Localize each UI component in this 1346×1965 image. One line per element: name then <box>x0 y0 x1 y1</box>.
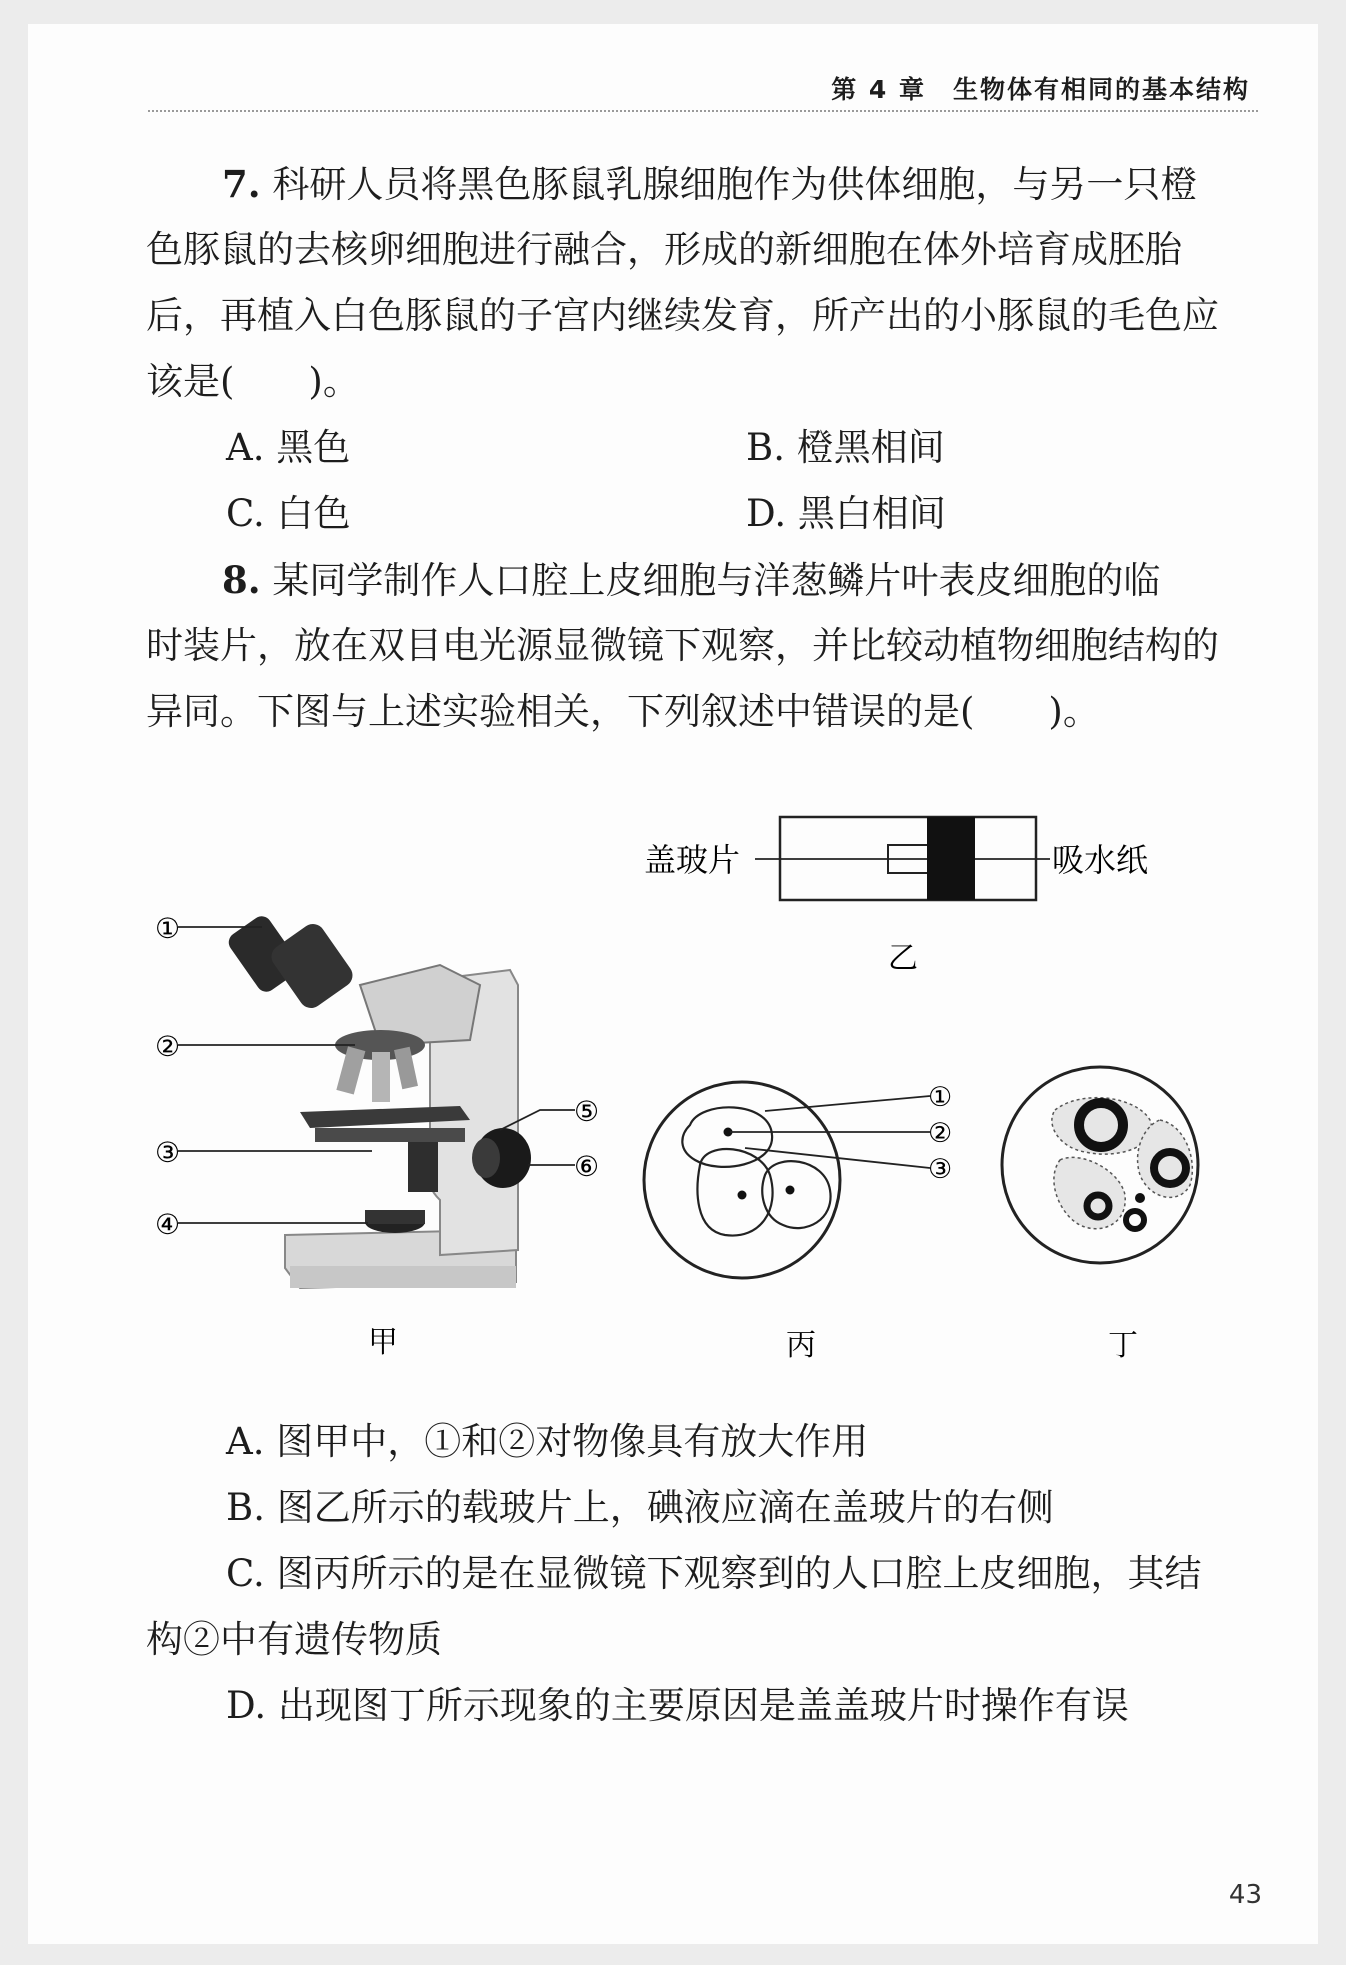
q7-line-1 <box>222 160 1197 209</box>
q7-number: 7. <box>222 162 261 206</box>
jia-label-1: ① <box>155 912 181 945</box>
jia-label-2: ② <box>155 1030 181 1063</box>
bing-nucleus-2 <box>738 1191 747 1200</box>
figure-ding <box>1002 1067 1198 1363</box>
q8-line-1 <box>222 556 1160 605</box>
coverslip-label: 盖玻片 <box>644 841 741 879</box>
figure-yi <box>644 817 1148 976</box>
running-header <box>148 64 1258 112</box>
bing-label-3: ③ <box>928 1154 953 1185</box>
bing-label-1: ① <box>928 1082 953 1113</box>
caption-yi: 乙 <box>888 941 918 976</box>
q7-option-b: B. 橙黑相间 <box>746 426 945 469</box>
objective-2 <box>372 1052 390 1102</box>
q8-number: 8. <box>222 558 261 602</box>
q7-line-2: 色豚鼠的去核卵细胞进行融合，形成的新细胞在体外培育成胚胎 <box>146 228 1182 271</box>
bing-nucleus-3 <box>786 1186 795 1195</box>
q8-line-3: 异同。下图与上述实验相关，下列叙述中错误的是( )。 <box>146 690 1100 733</box>
q7-option-d: D. 黑白相间 <box>746 492 946 535</box>
q8-option-d: D. 出现图丁所示现象的主要原因是盖盖玻片时操作有误 <box>226 1684 1129 1727</box>
q7-line-4: 该是( )。 <box>146 360 360 403</box>
fine-focus-knob <box>472 1138 500 1178</box>
figure-bing <box>644 1082 952 1363</box>
page-number: 43 <box>1228 1880 1262 1910</box>
eyepiece-right <box>267 919 357 1012</box>
figure-jia <box>155 912 599 1360</box>
bing-leader-1 <box>765 1096 930 1111</box>
jia-label-6: ⑥ <box>574 1150 600 1183</box>
jia-label-5: ⑤ <box>574 1095 600 1128</box>
caption-jia: 甲 <box>368 1325 398 1360</box>
bing-label-2: ② <box>928 1118 953 1149</box>
figure-q8 <box>0 780 1346 1380</box>
q7-option-c: C. 白色 <box>226 492 351 535</box>
caption-bing: 丙 <box>786 1328 816 1363</box>
q7-line-3: 后，再植入白色豚鼠的子宫内继续发育，所产出的小豚鼠的毛色应 <box>146 294 1219 337</box>
light-ring <box>365 1210 425 1224</box>
q8-option-b: B. 图乙所示的载玻片上，碘液应滴在盖玻片的右侧 <box>226 1486 1054 1529</box>
objective-1 <box>336 1046 365 1094</box>
ding-bubble-4 <box>1126 1211 1144 1229</box>
ding-cell-3 <box>1054 1157 1125 1228</box>
chapter-title: 第 4 章 生物体有相同的基本结构 <box>831 75 1250 104</box>
jia-label-3: ③ <box>155 1136 181 1169</box>
q8-text-1: 某同学制作人口腔上皮细胞与洋葱鳞片叶表皮细胞的临 <box>272 559 1161 602</box>
q8-option-c-line-1: C. 图丙所示的是在显微镜下观察到的人口腔上皮细胞，其结 <box>226 1552 1202 1595</box>
condenser <box>408 1142 438 1192</box>
jia-label-4: ④ <box>155 1208 181 1241</box>
paper-label: 吸水纸 <box>1052 841 1149 879</box>
absorbent-paper-band <box>927 817 975 900</box>
q8-line-2: 时装片，放在双目电光源显微镜下观察，并比较动植物细胞结构的 <box>146 624 1219 667</box>
q7-text-1: 科研人员将黑色豚鼠乳腺细胞作为供体细胞，与另一只橙 <box>272 163 1198 206</box>
base-front <box>290 1266 516 1288</box>
bing-field-circle <box>644 1082 840 1278</box>
bing-cell-1 <box>682 1107 772 1167</box>
q8-option-c-line-2: 构②中有遗传物质 <box>146 1618 442 1661</box>
stage-front <box>315 1128 465 1142</box>
q7-option-a: A. 黑色 <box>226 426 351 469</box>
ding-nucleus <box>1135 1193 1145 1203</box>
caption-ding: 丁 <box>1108 1328 1138 1363</box>
q8-option-a: A. 图甲中，①和②对物像具有放大作用 <box>226 1420 869 1463</box>
